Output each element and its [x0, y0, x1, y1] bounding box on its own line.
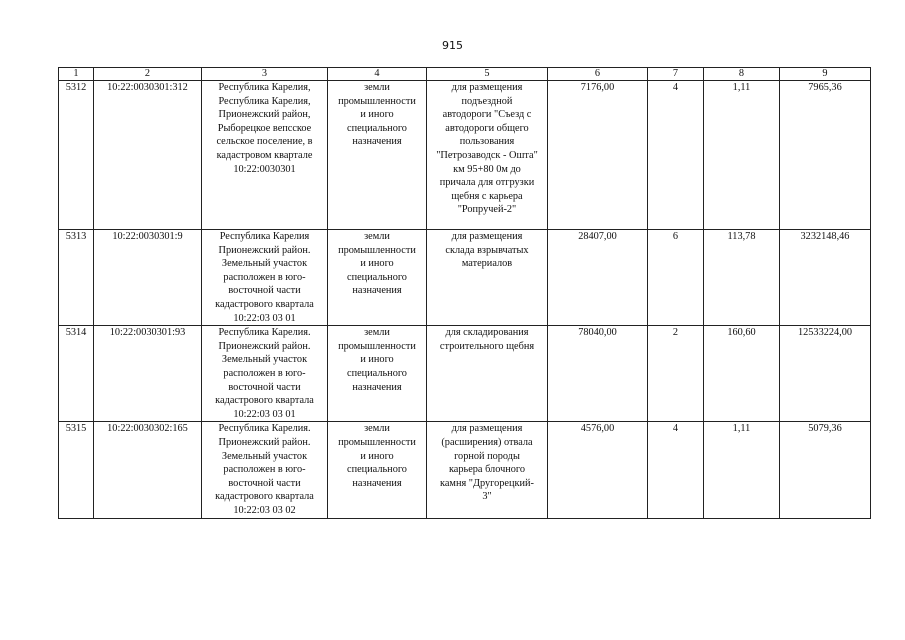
cadastral-number: 10:22:0030301:9	[94, 230, 202, 326]
col-header-1: 1	[59, 68, 94, 81]
col-header-6: 6	[548, 68, 648, 81]
header-row	[59, 68, 871, 81]
row-index: 5315	[59, 422, 94, 519]
col8-cell: 1,11	[704, 81, 780, 230]
col9-cell: 3232148,46	[780, 230, 871, 326]
page-number: 915	[442, 39, 463, 52]
area-cell: 28407,00	[548, 230, 648, 326]
location-cell: Республика Карелия, Республика Карелия, Прионежский район, Рыборецкое вепсское сельское поселение, в кадастровом квартале 10:22:0030301	[202, 81, 328, 230]
col7-cell: 4	[648, 422, 704, 519]
cadastral-number: 10:22:0030301:93	[94, 326, 202, 422]
purpose-cell: для размещения (расширения) отвала горной породы карьера блочного камня "Другорецкий- 3"	[427, 422, 548, 519]
col-header-4: 4	[328, 68, 427, 81]
col7-cell: 4	[648, 81, 704, 230]
land-category-cell: земли промышленности и иного специального назначения	[328, 422, 427, 519]
col9-cell: 5079,36	[780, 422, 871, 519]
col-header-5: 5	[427, 68, 548, 81]
col8-cell: 160,60	[704, 326, 780, 422]
col7-cell: 6	[648, 230, 704, 326]
location-cell: Республика Карелия Прионежский район. Земельный участок расположен в юго- восточной части кадастрового квартала 10:22:03 03 01	[202, 230, 328, 326]
table-row	[59, 422, 871, 519]
location-cell: Республика Карелия. Прионежский район. Земельный участок расположен в юго- восточной части кадастрового квартала 10:22:03 03 02	[202, 422, 328, 519]
area-cell: 4576,00	[548, 422, 648, 519]
purpose-cell: для складирования строительного щебня	[427, 326, 548, 422]
col9-cell: 12533224,00	[780, 326, 871, 422]
col9-cell: 7965,36	[780, 81, 871, 230]
col-header-2: 2	[94, 68, 202, 81]
row-index: 5313	[59, 230, 94, 326]
table-row	[59, 326, 871, 422]
area-cell: 78040,00	[548, 326, 648, 422]
col-header-8: 8	[704, 68, 780, 81]
land-registry-table	[58, 67, 871, 519]
col8-cell: 1,11	[704, 422, 780, 519]
area-cell: 7176,00	[548, 81, 648, 230]
purpose-cell: для размещения подъездной автодороги "Съезд с автодороги общего пользования "Петрозаводск - Ошта" км 95+80 0м до причала для отгрузки щебня с карьера "Ропручей-2"	[427, 81, 548, 230]
row-index: 5312	[59, 81, 94, 230]
col-header-7: 7	[648, 68, 704, 81]
col-header-9: 9	[780, 68, 871, 81]
col7-cell: 2	[648, 326, 704, 422]
land-category-cell: земли промышленности и иного специального назначения	[328, 230, 427, 326]
purpose-cell: для размещения склада взрывчатых материалов	[427, 230, 548, 326]
row-index: 5314	[59, 326, 94, 422]
cadastral-number: 10:22:0030301:312	[94, 81, 202, 230]
col-header-3: 3	[202, 68, 328, 81]
land-category-cell: земли промышленности и иного специального назначения	[328, 81, 427, 230]
table-row	[59, 81, 871, 230]
cadastral-number: 10:22:0030302:165	[94, 422, 202, 519]
location-cell: Республика Карелия. Прионежский район. Земельный участок расположен в юго- восточной части кадастрового квартала 10:22:03 03 01	[202, 326, 328, 422]
table-row	[59, 230, 871, 326]
land-category-cell: земли промышленности и иного специального назначения	[328, 326, 427, 422]
col8-cell: 113,78	[704, 230, 780, 326]
